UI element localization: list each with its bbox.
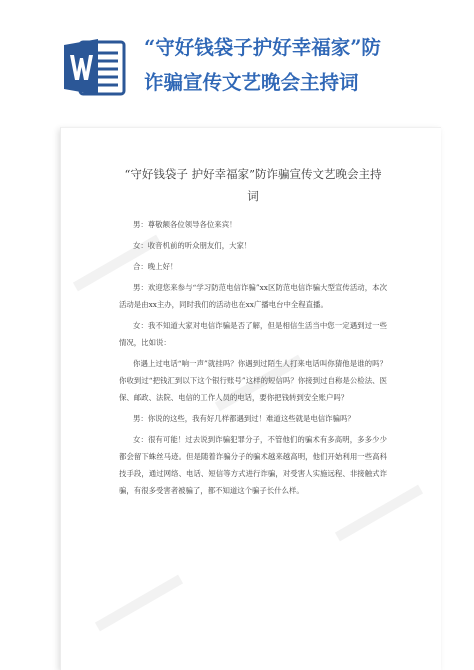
page-header [0, 0, 474, 130]
header-title-line-2: 诈骗宣传文艺晚会主持词 [144, 71, 359, 94]
paragraph: 女：我不知道大家对电信诈骗是否了解，但是相信生活当中您一定遇到过一些情况，比如说： [119, 321, 387, 347]
header-title-line-1: “守好钱袋子护好幸福家”防 [144, 36, 381, 59]
paragraph: 合：晚上好！ [133, 262, 178, 271]
document-title-line-1: “守好钱袋子 护好幸福家”防诈骗宣传文艺晚会主持 [124, 167, 382, 181]
paragraph: 你遇上过电话“响一声”就挂吗？你遇到过陌生人打来电话叫你猜他是谁的吗？你收到过“把钱汇到以下这个银行账号”这样的短信吗？你接到过自称是公检法、医保、邮政、法院、电信的工作人员的电话，要你把钱转到安全账户吗？ [119, 359, 387, 402]
paragraph: 男：你说的这些，我有好几样都遇到过！难道这些就是电信诈骗吗？ [133, 414, 355, 423]
paragraph: 男：欢迎您来参与“学习防范电信诈骗”xx区防范电信诈骗大型宣传活动，本次活动是由xx主办，同时我们的活动也在xx广播电台中全程直播。 [119, 283, 387, 309]
watermark-stripe [95, 575, 183, 632]
paragraph: 男：尊敬额各位领导各位来宾！ [133, 220, 237, 229]
document-title-line-2: 词 [247, 189, 259, 203]
document-title [119, 163, 387, 207]
document-body [119, 163, 387, 503]
paragraph: 女：很有可能！过去说到诈骗犯罪分子，不管他们的骗术有多高明，多多少少都会留下蛛丝马迹。但是随着诈骗分子的骗术越来越高明，他们开始利用一些高科技手段，通过网络、电话、短信等方式进行诈骗，对受害人实施远程、非接触式诈骗，有很多受害者被骗了，都不知道这个骗子长什么样。 [119, 435, 387, 495]
document-page [60, 127, 441, 670]
word-document-icon [62, 36, 126, 98]
header-title [144, 30, 468, 100]
paragraph: 女：收音机前的听众朋友们，大家！ [133, 241, 252, 250]
